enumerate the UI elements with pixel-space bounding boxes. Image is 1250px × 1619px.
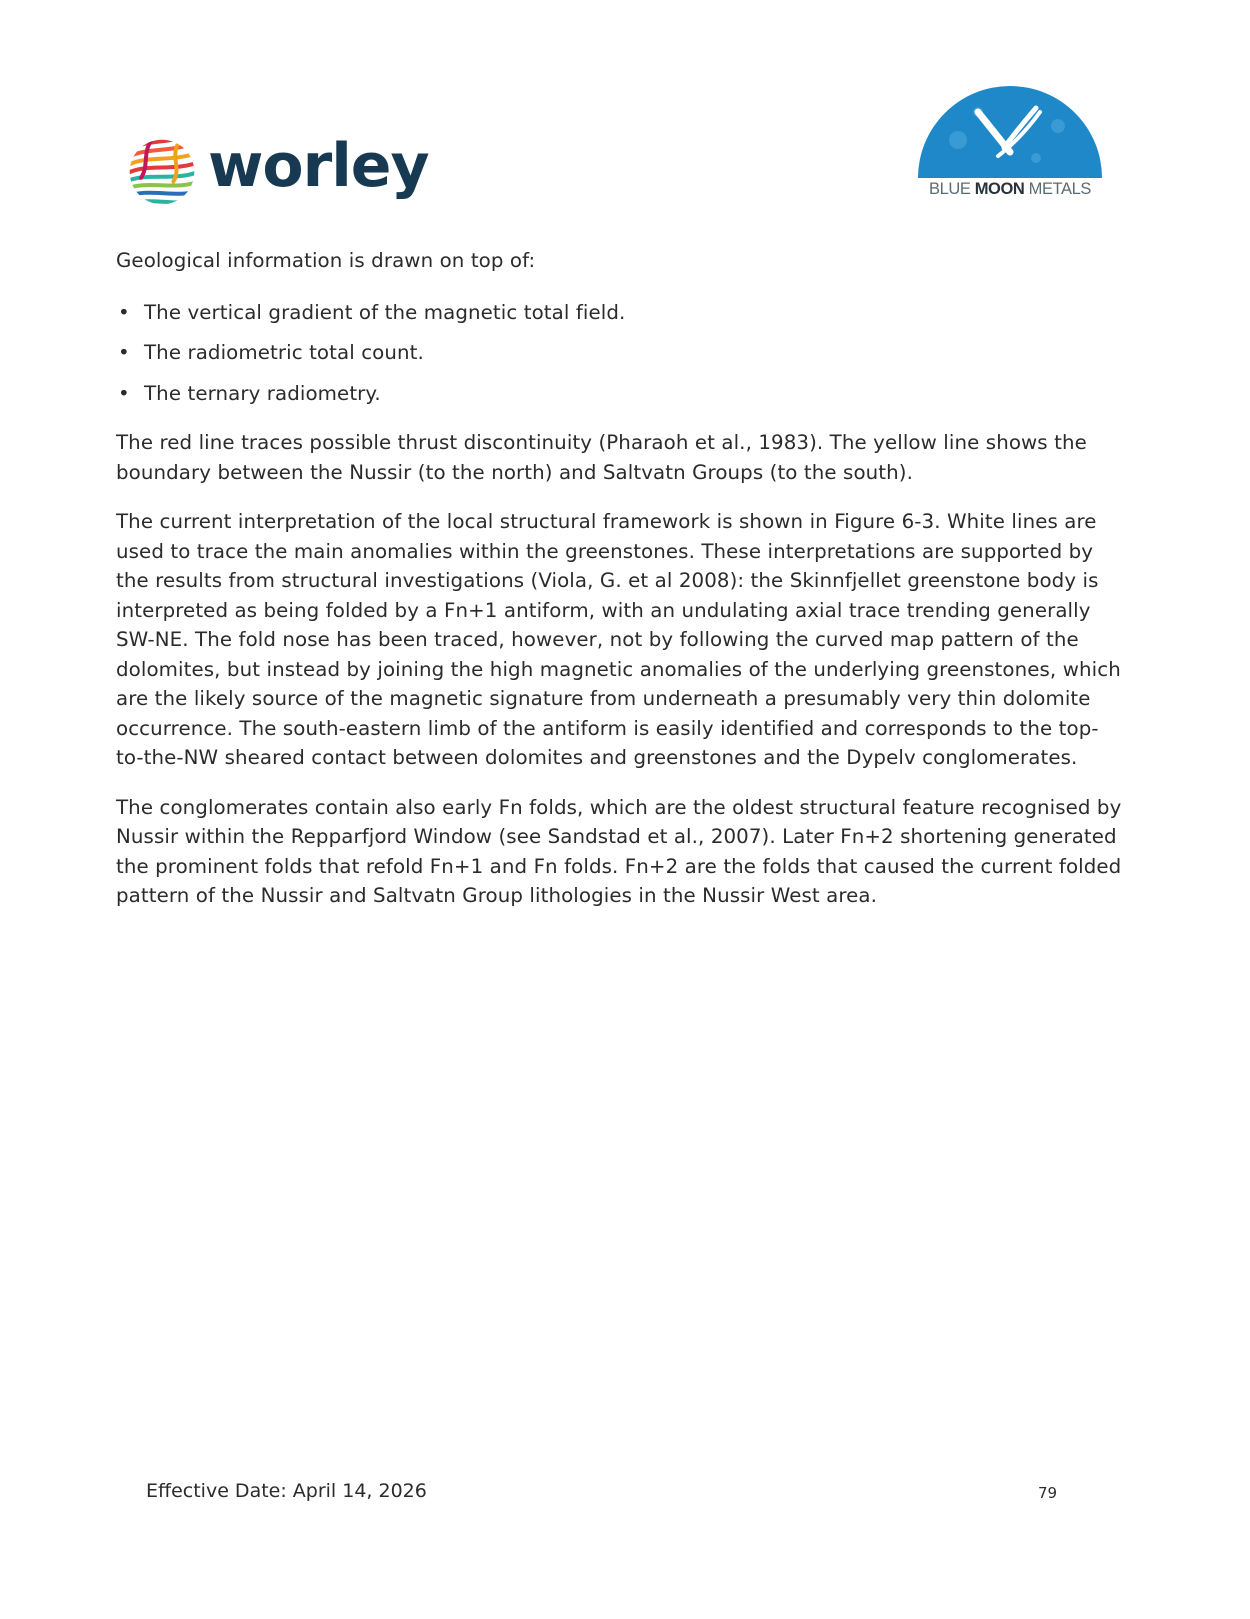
bullet-item: [116, 338, 1126, 368]
worley-globe-icon: [124, 134, 200, 210]
paragraph-structural-framework: The current interpretation of the local structural framework is shown in Figure 6-3. White lines are used to trace the main anomalies within the greenstones. These interpretations are supported by the results from structural investigations (Viola, G. et al 2008): the Skinnfjellet greenstone body is interpreted as being folded by a Fn+1 antiform, with an undulating axial trace trending generally SW-NE. The fold nose has been traced, however, not by following the curved map pattern of the dolomites, but instead by joining the high magnetic anomalies of the underlying greenstones, which are the likely source of the magnetic signature from underneath a presumably very thin dolomite occurrence. The south-eastern limb of the antiform is easily identified and corresponds to the top-to-the-NW sheared contact between dolomites and greenstones and the Dypelv conglomerates.: [116, 510, 1121, 769]
footer-page-number: 79: [1038, 1484, 1058, 1502]
bullet-item: [116, 379, 1126, 409]
bullet-list: [116, 298, 1126, 409]
blue-moon-metals-logo: [910, 78, 1110, 200]
footer-effective-date: Effective Date: April 14, 2026: [146, 1480, 427, 1502]
moon-pickaxe-icon: [918, 78, 1102, 178]
bullet-icon: •: [118, 300, 130, 324]
worley-wordmark: worley: [208, 131, 429, 201]
bullet-text: The vertical gradient of the magnetic total field.: [144, 300, 626, 324]
intro-paragraph: Geological information is drawn on top of:: [116, 249, 536, 272]
paragraph-conglomerates: The conglomerates contain also early Fn folds, which are the oldest structural feature recognised by Nussir within the Repparfjord Window (see Sandstad et al., 2007). Later Fn+2 shortening generated the prominent folds that refold Fn+1 and Fn folds. Fn+2 are the folds that caused the current folded pattern of the Nussir and Saltvatn Group lithologies in the Nussir West area.: [116, 795, 1122, 907]
bullet-text: The radiometric total count.: [144, 341, 424, 364]
bullet-item: [116, 298, 1126, 328]
document-body: [116, 246, 1126, 931]
blue-moon-metals-wordmark: [910, 180, 1110, 199]
wordmark-metals: METALS: [1024, 180, 1091, 198]
wordmark-moon: MOON: [974, 180, 1025, 198]
worley-logo: [124, 131, 429, 210]
paragraph-thrust-line: The red line traces possible thrust discontinuity (Pharaoh et al., 1983). The yellow line shows the boundary between the Nussir (to the north) and Saltvatn Groups (to the south).: [116, 431, 1087, 484]
bullet-icon: •: [118, 341, 130, 364]
bullet-text: The ternary radiometry.: [144, 381, 381, 405]
wordmark-blue: BLUE: [929, 180, 975, 198]
bullet-icon: •: [118, 381, 130, 405]
